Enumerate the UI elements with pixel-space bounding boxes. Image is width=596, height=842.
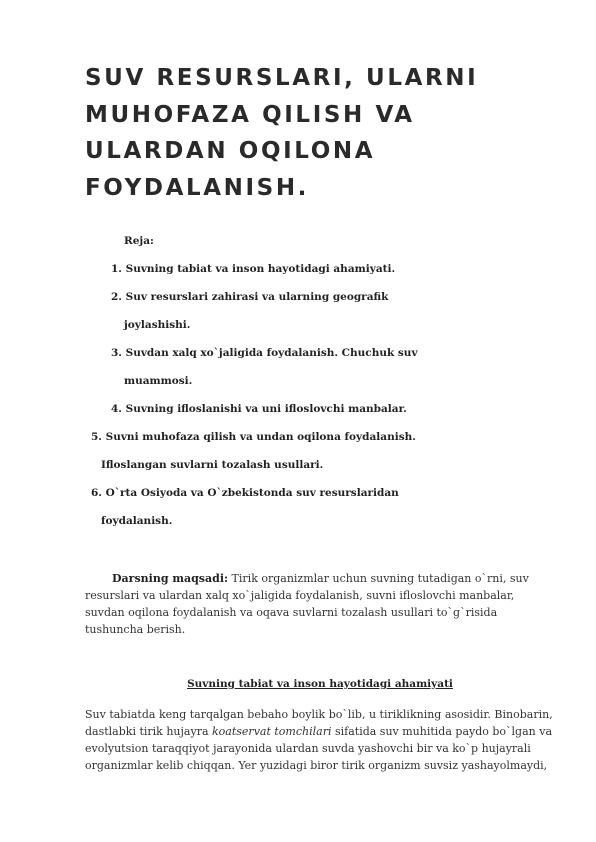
body-paragraph — [85, 706, 555, 774]
plan-item-continuation: Ifloslangan suvlarni tozalash usullari. — [101, 459, 324, 471]
plan-label: Reja: — [124, 235, 154, 247]
paragraph-text-start: Suv tabiatda keng tarqalgan bebaho boylik bo`lib, u tiriklikning asosidir. Binobarin, dastlabki tirik hujayra — [85, 708, 553, 738]
goal-text: Tirik organizmlar uchun suvning tutadigan o`rni, suv resurslari va ulardan xalq xo`jaligida foydalanish, suvni ifloslovchi manbalar, suvdan oqilona foydalanish va oqava suvlarni tozalash usullari to`g`risida tushuncha berish. — [85, 572, 529, 636]
title-line: ULARDAN OQILONA — [85, 138, 376, 164]
plan-item: 5. Suvni muhofaza qilish va undan oqilona foydalanish. — [91, 431, 416, 443]
title-line: FOYDALANISH. — [85, 174, 310, 201]
goal-label: Darsning maqsadi: — [112, 572, 229, 585]
document-title — [85, 60, 555, 206]
lesson-goal — [85, 570, 555, 638]
plan-item-continuation: muammosi. — [124, 375, 193, 387]
title-line: MUHOFAZA QILISH VA — [85, 101, 415, 128]
paragraph-italic-term: koatservat tomchilari — [212, 725, 332, 738]
plan-item-continuation: foydalanish. — [101, 515, 173, 527]
paragraph-text-end: sifatida suv muhitida paydo bo`lgan va evolyutsion taraqqiyot jarayonida ulardan suvda yashovchi bir va ko`p hujayrali organizmlar kelib chiqqan. Yer yuzidagi biror tirik organizm suvsiz yashayolmaydi, — [85, 725, 553, 772]
plan-item: 3. Suvdan xalq xo`jaligida foydalanish. Chuchuk suv — [111, 347, 418, 359]
plan-item: 6. O`rta Osiyoda va O`zbekistonda suv resurslaridan — [91, 487, 399, 499]
section-heading: Suvning tabiat va inson hayotidagi ahamiyati — [187, 678, 453, 690]
plan-item: 4. Suvning ifloslanishi va uni ifloslovchi manbalar. — [111, 403, 407, 415]
plan-item: 1. Suvning tabiat va inson hayotidagi ahamiyati. — [111, 263, 396, 275]
plan-item-continuation: joylashishi. — [124, 319, 191, 331]
plan-item: 2. Suv resurslari zahirasi va ularning geografik — [111, 291, 389, 303]
title-line: SUV RESURSLARI, ULARNI — [85, 65, 479, 91]
